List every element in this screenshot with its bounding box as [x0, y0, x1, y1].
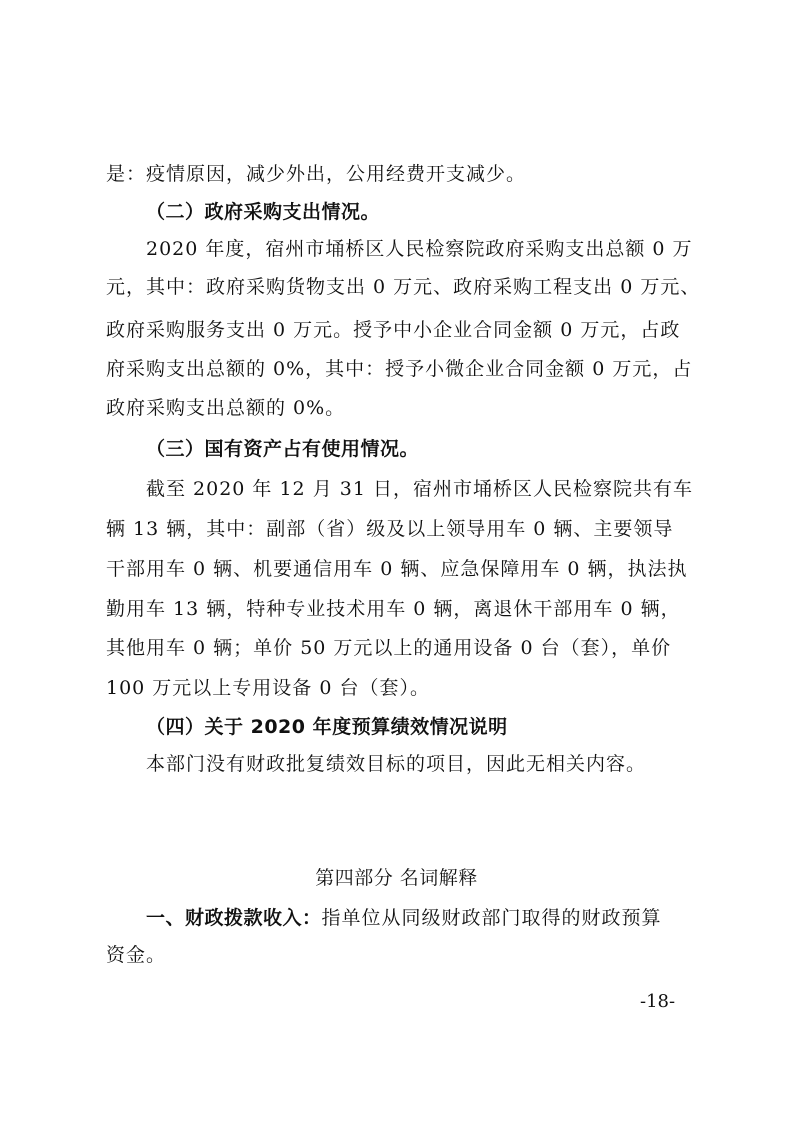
page-number: -18- — [640, 991, 676, 1012]
paragraph-line: 本部门没有财政批复绩效目标的项目，因此无相关内容。 — [146, 753, 647, 775]
definition-line — [146, 906, 736, 930]
paragraph-line: 元，其中：政府采购货物支出 0 万元、政府采购工程支出 0 万元、 — [106, 276, 701, 298]
paragraph-line: 资金。 — [106, 944, 167, 966]
definition-text: 指单位从同级财政部门取得的财政预算 — [321, 907, 662, 929]
heading-performance: （四）关于 2020 年度预算绩效情况说明 — [146, 716, 508, 738]
paragraph-line: 辆 13 辆，其中：副部（省）级及以上领导用车 0 辆、主要领导 — [106, 518, 674, 540]
paragraph-line: 100 万元以上专用设备 0 台（套）。 — [106, 677, 430, 699]
paragraph-line: 是：疫情原因，减少外出，公用经费开支减少。 — [106, 163, 527, 185]
paragraph-line: 2020 年度，宿州市埇桥区人民检察院政府采购支出总额 0 万 — [146, 238, 693, 260]
paragraph-line: 政府采购服务支出 0 万元。授予中小企业合同金额 0 万元，占政 — [106, 319, 681, 341]
definition-term: 一、财政拨款收入： — [146, 907, 322, 929]
paragraph-line: 截至 2020 年 12 月 31 日，宿州市埇桥区人民检察院共有车 — [146, 478, 693, 500]
paragraph-line: 其他用车 0 辆；单价 50 万元以上的通用设备 0 台（套），单价 — [106, 637, 672, 659]
paragraph-line: 政府采购支出总额的 0%。 — [106, 397, 346, 419]
paragraph-line: 府采购支出总额的 0%，其中：授予小微企业合同金额 0 万元，占 — [106, 358, 693, 380]
paragraph-line: 干部用车 0 辆、机要通信用车 0 辆、应急保障用车 0 辆，执法执 — [106, 558, 688, 580]
paragraph-line: 勤用车 13 辆，特种专业技术用车 0 辆，离退休干部用车 0 辆， — [106, 598, 681, 620]
heading-state-assets: （三）国有资产占有使用情况。 — [146, 438, 420, 460]
part-title: 第四部分 名词解释 — [315, 867, 478, 889]
heading-government-procurement: （二）政府采购支出情况。 — [146, 201, 381, 223]
